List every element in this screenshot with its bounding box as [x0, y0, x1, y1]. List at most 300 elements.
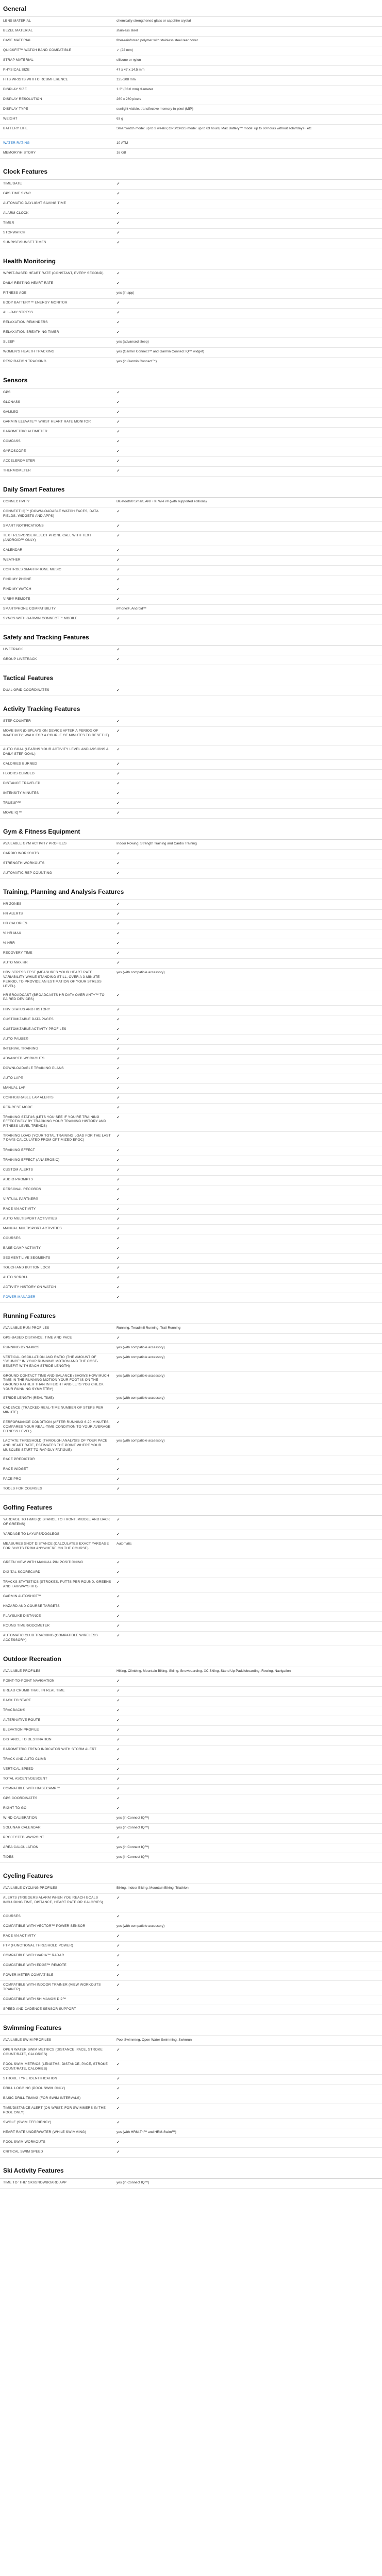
spec-row	[0, 1922, 382, 1932]
spec-row	[0, 1775, 382, 1785]
spec-label: BASE CAMP ACTIVITY	[3, 1246, 41, 1250]
checkmark-icon: ✓	[117, 871, 120, 875]
spec-section	[0, 819, 382, 879]
spec-label: COMPATIBLE WITH VECTOR™ POWER SENSOR	[3, 1924, 86, 1928]
spec-row	[0, 1104, 382, 1113]
spec-label: CUSTOMIZABLE DATA PAGES	[3, 1017, 54, 1021]
spec-label: DUAL GRID COORDINATES	[3, 688, 49, 692]
checkmark-icon: ✓	[117, 2062, 120, 2067]
spec-label: AVAILABLE RUN PROFILES	[3, 1326, 49, 1330]
checkmark-icon: ✓	[117, 2120, 120, 2125]
spec-label: FITS WRISTS WITH CIRCUMFERENCE	[3, 78, 69, 81]
checkmark-icon: ✓	[117, 390, 120, 395]
checkmark-icon: ✓	[117, 1767, 120, 1772]
spec-row	[0, 437, 382, 447]
spec-section	[0, 367, 382, 477]
spec-row	[0, 920, 382, 929]
spec-row	[0, 949, 382, 959]
checkmark-icon: ✓	[117, 728, 120, 733]
spec-row	[0, 1971, 382, 1981]
spec-label: DISPLAY SIZE	[3, 88, 27, 91]
spec-row	[0, 37, 382, 46]
checkmark-icon: ✓	[117, 2086, 120, 2091]
spec-row	[0, 428, 382, 437]
spec-value: yes (in Connect IQ™)	[117, 2181, 150, 2185]
spec-label: GPS COORDINATES	[3, 1797, 38, 1801]
spec-label: MOVE IQ™	[3, 811, 22, 815]
checkmark-icon: ✓	[117, 616, 120, 621]
spec-label: SLEEP	[3, 340, 15, 344]
spec-row	[0, 1015, 382, 1025]
checkmark-icon: ✓	[117, 1580, 120, 1585]
spec-value: yes (with compatible accessory)	[117, 1355, 165, 1359]
checkmark-icon: ✓	[117, 1718, 120, 1723]
spec-label: STOPWATCH	[3, 231, 26, 234]
checkmark-icon: ✓	[117, 240, 120, 245]
spec-label: CRITICAL SWIM SPEED	[3, 2150, 43, 2154]
checkmark-icon: ✓	[117, 801, 120, 805]
checkmark-icon: ✓	[117, 281, 120, 285]
checkmark-icon: ✓	[117, 851, 120, 856]
spec-row	[0, 1334, 382, 1344]
section-title: Health Monitoring	[0, 248, 382, 269]
checkmark-icon: ✓	[117, 688, 120, 692]
spec-label: CONNECTIVITY	[3, 500, 30, 503]
section-title: Ski Activity Features	[0, 2158, 382, 2179]
spec-label: PER-REST MODE	[3, 1105, 33, 1109]
checkmark-icon: ✓	[117, 781, 120, 786]
spec-row	[0, 595, 382, 605]
spec-label: PERSONAL RECORDS	[3, 1187, 41, 1191]
spec-row	[0, 2005, 382, 2015]
spec-section	[0, 1646, 382, 1863]
spec-section	[0, 2015, 382, 2158]
checkmark-icon: ✓	[117, 597, 120, 601]
spec-label: AUTO PAUSE®	[3, 1037, 28, 1041]
checkmark-icon: ✓	[117, 861, 120, 866]
checkmark-icon: ✓	[117, 771, 120, 776]
spec-row	[0, 66, 382, 76]
spec-label: AUTOMATIC CLUB TRACKING (COMPATIBLE WIRELESS ACCESSORY)	[3, 1634, 98, 1642]
checkmark-icon: ✓	[117, 2007, 120, 2012]
spec-label: SPEED AND CADENCE SENSOR SUPPORT	[3, 2007, 76, 2011]
spec-row	[0, 149, 382, 159]
spec-label: LACTATE THRESHOLD (THROUGH ANALYSIS OF YOUR PACE AND HEART RATE, ESTIMATES THE POINT WHERE YOUR MUSCLES START TO RAPIDLY FATIGUE)	[3, 1439, 108, 1452]
spec-row	[0, 1981, 382, 1995]
checkmark-icon: ✓	[117, 1065, 120, 1071]
spec-section	[0, 248, 382, 367]
spec-label: TRACK AND AUTO CLIMB	[3, 1757, 46, 1761]
checkmark-icon: ✓	[117, 2140, 120, 2145]
spec-row	[0, 532, 382, 546]
spec-label: HEART RATE UNDERWATER (WHILE SWIMMING)	[3, 2130, 86, 2134]
checkmark-icon: ✓	[117, 1226, 120, 1231]
spec-label: THERMOMETER	[3, 469, 31, 472]
checkmark-icon: ✓	[117, 320, 120, 325]
spec-row	[0, 727, 382, 745]
spec-row	[0, 2128, 382, 2138]
spec-row	[0, 1006, 382, 1015]
checkmark-icon: ✓	[117, 791, 120, 795]
spec-row	[0, 2148, 382, 2158]
spec-row	[0, 770, 382, 779]
spec-row	[0, 1485, 382, 1495]
spec-label: TIME TO 'THE' SKI/SNOWBOARD APP	[3, 2181, 67, 2185]
spec-label: POWER METER COMPATIBLE	[3, 1973, 54, 1977]
spec-row	[0, 1932, 382, 1942]
spec-label: AUTO MULTISPORT ACTIVITIES	[3, 1216, 57, 1221]
spec-label: RELAXATION BREATHING TIMER	[3, 330, 59, 334]
section-title: Golfing Features	[0, 1495, 382, 1516]
spec-label: YARDAGE TO LAYUPS/DOGLEGS	[3, 1532, 60, 1536]
spec-row	[0, 447, 382, 457]
spec-label: BAROMETRIC TREND INDICATOR WITH STORM ALERT	[3, 1748, 97, 1752]
checkmark-icon: ✓	[117, 1467, 120, 1472]
spec-label: TIME/DATE	[3, 182, 22, 185]
spec-value: iPhone®, Android™	[117, 607, 147, 611]
spec-label: TRUEUP™	[3, 801, 22, 805]
checkmark-icon: ✓	[117, 1075, 120, 1080]
spec-label: WRIST-BASED HEART RATE (CONSTANT, EVERY SECOND)	[3, 272, 104, 275]
checkmark-icon: ✓	[117, 1335, 120, 1340]
spec-row	[0, 809, 382, 819]
spec-label: AUTO GOAL (LEARNS YOUR ACTIVITY LEVEL AND ASSIGNS A DAILY STEP GOAL)	[3, 748, 109, 756]
spec-row	[0, 76, 382, 86]
spec-value: Hiking, Climbing, Mountain Biking, Skiing, Snowboarding, XC Skiing, Stand Up Paddleboarding, Rowing, Navigation	[117, 1669, 291, 1673]
spec-label: RECOVERY TIME	[3, 951, 32, 955]
spec-row	[0, 1166, 382, 1176]
spec-row	[0, 2179, 382, 2189]
spec-row	[0, 546, 382, 556]
checkmark-icon: ✓	[117, 1275, 120, 1280]
spec-label: AVAILABLE SWIM PROFILES	[3, 2038, 52, 2042]
spec-label: CONFIGURABLE LAP ALERTS	[3, 1095, 54, 1099]
spec-label: MEASURES SHOT DISTANCE (CALCULATES EXACT YARDAGE FOR SHOTS FROM ANYWHERE ON THE COURSE)	[3, 1542, 109, 1551]
spec-label: FTP (FUNCTIONAL THRESHOLD POWER)	[3, 1944, 73, 1948]
spec-label: RACE AN ACTIVITY	[3, 1934, 36, 1938]
spec-row	[0, 1794, 382, 1804]
checkmark-icon: ✓	[117, 330, 120, 334]
checkmark-icon: ✓	[117, 1026, 120, 1031]
spec-row	[0, 115, 382, 125]
spec-label: VIRTUAL PARTNER®	[3, 1197, 39, 1201]
checkmark-icon: ✓	[117, 181, 120, 186]
spec-label: TIDES	[3, 1855, 14, 1859]
spec-label-link[interactable]: POWER MANAGER	[3, 1295, 36, 1299]
checkmark-icon: ✓	[117, 1963, 120, 1968]
spec-row	[0, 1961, 382, 1971]
spec-label: BREAD CRUMB TRAIL IN REAL TIME	[3, 1689, 65, 1693]
spec-row	[0, 1824, 382, 1834]
spec-label: POINT-TO-POINT NAVIGATION	[3, 1679, 55, 1683]
spec-row	[0, 105, 382, 115]
spec-label: ACTIVITY HISTORY ON WATCH	[3, 1285, 56, 1289]
spec-label: TEXT RESPONSE/REJECT PHONE CALL WITH TEXT (ANDROID™ ONLY)	[3, 534, 92, 542]
spec-row	[0, 1697, 382, 1706]
spec-label: CADENCE (TRACKED REAL-TIME NUMBER OF STEPS PER MINUTE)	[3, 1406, 104, 1415]
spec-value: yes (in app)	[117, 291, 135, 295]
checkmark-icon: ✓	[117, 221, 120, 225]
checkmark-icon: ✓	[117, 657, 120, 662]
spec-label: SUNRISE/SUNSET TIMES	[3, 241, 46, 244]
spec-label: MEMORY/HISTORY	[3, 151, 36, 155]
spec-label: TIMER	[3, 221, 14, 225]
spec-label: COMPATIBLE WITH SHIMANO® DI2™	[3, 1997, 67, 2002]
checkmark-icon: ✓	[117, 1036, 120, 1041]
spec-label: GLONASS	[3, 400, 21, 404]
spec-value: 47 x 47 x 14.5 mm	[117, 68, 145, 72]
spec-label: PERFORMANCE CONDITION (AFTER RUNNING 6-20 MINUTES, COMPARES YOUR REAL-TIME CONDITION TO YOUR AVERAGE FITNESS LEVEL)	[3, 1420, 111, 1433]
spec-row	[0, 1475, 382, 1485]
spec-value: silicone or nylon	[117, 58, 141, 62]
section-title: Sensors	[0, 367, 382, 388]
spec-row	[0, 139, 382, 149]
spec-row	[0, 279, 382, 289]
spec-label: AUTOMATIC REP COUNTING	[3, 871, 52, 875]
checkmark-icon: ✓	[117, 1835, 120, 1840]
spec-label: SEGMENT LIVE SEGMENTS	[3, 1256, 51, 1260]
section-title: Training, Planning and Analysis Features	[0, 879, 382, 900]
spec-row	[0, 1706, 382, 1716]
spec-row	[0, 1113, 382, 1132]
spec-label: TOTAL ASCENT/DESCENT	[3, 1777, 47, 1781]
section-title: Tactical Features	[0, 665, 382, 686]
checkmark-icon: ✓	[117, 911, 120, 916]
spec-label: CUSTOMIZABLE ACTIVITY PROFILES	[3, 1027, 67, 1031]
checkmark-icon: ✓	[117, 211, 120, 215]
spec-label: ROUND TIMER/ODOMETER	[3, 1624, 50, 1628]
spec-row	[0, 1234, 382, 1244]
spec-label: CUSTOM ALERTS	[3, 1167, 34, 1172]
checkmark-icon: ✓	[117, 1196, 120, 1201]
spec-row	[0, 779, 382, 789]
spec-row	[0, 1687, 382, 1697]
spec-row	[0, 789, 382, 799]
spec-label: PACE PRO	[3, 1477, 22, 1481]
spec-label: DOWNLOADABLE TRAINING PLANS	[3, 1066, 64, 1070]
spec-row	[0, 467, 382, 477]
spec-label: GYROSCOPE	[3, 449, 26, 453]
spec-label: MANUAL MULTISPORT ACTIVITIES	[3, 1226, 62, 1230]
checkmark-icon: ✓	[117, 1046, 120, 1051]
spec-label: SOLUNAR CALENDAR	[3, 1826, 41, 1830]
spec-section	[0, 879, 382, 1303]
spec-label: WEIGHT	[3, 117, 18, 121]
spec-row	[0, 1324, 382, 1334]
spec-label: SMARTPHONE COMPATIBILITY	[3, 607, 56, 611]
spec-label: HR ZONES	[3, 902, 22, 906]
spec-row	[0, 1074, 382, 1084]
spec-row	[0, 566, 382, 575]
spec-row	[0, 180, 382, 190]
spec-row	[0, 1814, 382, 1824]
checkmark-icon: ✓	[117, 1405, 120, 1411]
spec-label-link[interactable]: WATER RATING	[3, 141, 30, 145]
spec-row	[0, 17, 382, 27]
spec-label: CONNECT IQ™ (DOWNLOADABLE WATCH FACES, DATA FIELDS, WIDGETS AND APPS)	[3, 510, 98, 518]
spec-label: HRV STATUS AND HISTORY	[3, 1007, 51, 1011]
spec-label: GARMIN AUTOSHOT™	[3, 1595, 42, 1599]
spec-row	[0, 498, 382, 507]
spec-label: HR CALORIES	[3, 922, 27, 925]
spec-label: AUTOMATIC DAYLIGHT SAVING TIME	[3, 201, 67, 205]
spec-section	[0, 477, 382, 624]
checkmark-icon: ✓	[117, 1973, 120, 1978]
spec-label: TRACKS STATISTICS (STROKES, PUTTS PER ROUND, GREENS AND FAIRWAYS HIT)	[3, 1580, 111, 1589]
checkmark-icon: ✓	[117, 429, 120, 434]
spec-value: sunlight-visible, transflective memory-in-pixel (MIP)	[117, 107, 193, 111]
spec-section	[0, 665, 382, 696]
spec-row	[0, 318, 382, 328]
spec-row	[0, 398, 382, 408]
spec-row	[0, 125, 382, 139]
checkmark-icon: ✓	[117, 2096, 120, 2101]
spec-row	[0, 299, 382, 309]
spec-row	[0, 1843, 382, 1853]
spec-row	[0, 1853, 382, 1863]
spec-label: CONTROLS SMARTPHONE MUSIC	[3, 568, 61, 571]
spec-label: FIND MY PHONE	[3, 578, 31, 581]
checkmark-icon: ✓	[117, 230, 120, 235]
spec-section	[0, 1495, 382, 1646]
checkmark-icon: ✓	[117, 761, 120, 766]
spec-row	[0, 1244, 382, 1254]
section-title: Outdoor Recreation	[0, 1646, 382, 1667]
checkmark-icon: ✓	[117, 941, 120, 945]
spec-label: INTERVAL TRAINING	[3, 1046, 39, 1050]
spec-label: WIND CALIBRATION	[3, 1816, 38, 1820]
spec-section	[0, 696, 382, 819]
spec-row	[0, 338, 382, 348]
spec-label: % HRR	[3, 941, 15, 945]
spec-row	[0, 686, 382, 696]
checkmark-icon: ✓	[117, 1679, 120, 1684]
spec-label: TRACBACK®	[3, 1708, 25, 1713]
checkmark-icon: ✓	[117, 921, 120, 926]
spec-value: yes (in Connect IQ™)	[117, 1816, 150, 1820]
spec-label: AUTO LAP®	[3, 1076, 24, 1080]
spec-value: yes (with HRM-Tri™ and HRM-Swim™)	[117, 2130, 176, 2134]
spec-label: AVAILABLE PROFILES	[3, 1669, 41, 1673]
spec-label: ALARM CLOCK	[3, 211, 29, 215]
spec-label: AREA CALCULATION	[3, 1845, 39, 1850]
spec-label: GREEN VIEW WITH MANUAL PIN POSITIONING	[3, 1561, 84, 1565]
checkmark-icon: ✓	[117, 1486, 120, 1492]
spec-label: TIME/DISTANCE ALERT (ON WRIST, FOR SWIMMERS IN THE POOL ONLY)	[3, 2106, 106, 2115]
spec-value: yes (in Connect IQ™)	[117, 1855, 150, 1859]
spec-value: 1.3" (33.0 mm) diameter	[117, 88, 153, 91]
spec-value: Automatic	[117, 1542, 132, 1546]
spec-row	[0, 969, 382, 991]
spec-section	[0, 4, 382, 159]
spec-row	[0, 1035, 382, 1045]
spec-label: VERTICAL SPEED	[3, 1767, 34, 1771]
spec-row	[0, 199, 382, 209]
checkmark-icon: ✓	[117, 719, 120, 723]
section-title: Daily Smart Features	[0, 477, 382, 498]
spec-value: fiber-reinforced polymer with stainless steel rear cover	[117, 39, 198, 42]
spec-value: chemically strengthened glass or sapphire crystal	[117, 19, 191, 23]
spec-label: HRV STRESS TEST (MEASURES YOUR HEART RATE VARIABILITY WHILE STANDING STILL, OVER A 3-MINUTE PERIOD, TO PROVIDE AN ESTIMATION OF YOUR STRESS LEVEL)	[3, 971, 102, 988]
checkmark-icon: ✓	[117, 2149, 120, 2155]
spec-label: PHYSICAL SIZE	[3, 68, 30, 72]
checkmark-icon: ✓	[117, 201, 120, 206]
spec-label: ALERTS (TRIGGERS ALARM WHEN YOU REACH GOALS INCLUDING TIME, DISTANCE, HEART RATE OR CALORIES)	[3, 1896, 103, 1905]
checkmark-icon: ✓	[117, 2106, 120, 2111]
spec-row	[0, 1612, 382, 1622]
spec-value: yes (in Connect IQ™)	[117, 1826, 150, 1830]
checkmark-icon: ✓	[117, 1953, 120, 1958]
spec-label: LENS MATERIAL	[3, 19, 31, 23]
spec-row	[0, 1132, 382, 1146]
spec-row	[0, 1530, 382, 1540]
spec-value: yes (with compatible accessory)	[117, 1374, 165, 1378]
checkmark-icon: ✓	[117, 1085, 120, 1090]
spec-row	[0, 2046, 382, 2060]
checkmark-icon: ✓	[117, 1698, 120, 1703]
checkmark-icon: ✓	[117, 1420, 120, 1425]
spec-label: YARDAGE TO F/M/B (DISTANCE TO FRONT, MIDDLE AND BACK OF GREENS)	[3, 1518, 110, 1527]
spec-row	[0, 388, 382, 398]
spec-row	[0, 1785, 382, 1794]
checkmark-icon: ✓	[117, 1167, 120, 1172]
spec-label: MANUAL LAP	[3, 1086, 26, 1090]
spec-row	[0, 655, 382, 665]
spec-row	[0, 939, 382, 949]
spec-label: STEP COUNTER	[3, 719, 31, 723]
checkmark-icon: ✓	[117, 468, 120, 473]
checkmark-icon: ✓	[117, 1786, 120, 1791]
spec-value: yes (with compatible accessory)	[117, 1345, 165, 1349]
spec-value: yes (in Garmin Connect™)	[117, 360, 157, 363]
spec-label: GPS TIME SYNC	[3, 192, 31, 195]
spec-label: GROUND CONTACT TIME AND BALANCE (SHOWS HOW MUCH TIME IN THE RUNNING MOTION YOUR FOOT IS ON THE GROUND RATHER THAN IN FLIGHT AND LETS YOU CHECK YOUR RUNNING SYMMETRY)	[3, 1374, 109, 1392]
spec-value: Biking, Indoor Biking, Mountain Biking, Triathlon	[117, 1886, 189, 1890]
spec-row	[0, 1264, 382, 1274]
spec-row	[0, 605, 382, 615]
checkmark-icon: ✓	[117, 557, 120, 562]
checkmark-icon: ✓	[117, 1206, 120, 1211]
spec-row	[0, 1344, 382, 1353]
spec-value: Pool Swimming, Open Water Swimming, Swimrun	[117, 2038, 192, 2042]
spec-label: SWOLF (SWIM EFFICIENCY)	[3, 2121, 52, 2125]
spec-row	[0, 1667, 382, 1677]
spec-label: RACE WIDGET	[3, 1467, 28, 1471]
spec-row	[0, 1834, 382, 1843]
spec-label: CALENDAR	[3, 548, 23, 552]
spec-label: % HR MAX	[3, 931, 21, 935]
spec-row	[0, 1293, 382, 1303]
spec-label: GPS-BASED DISTANCE, TIME AND PACE	[3, 1335, 72, 1340]
spec-row	[0, 1215, 382, 1225]
spec-row	[0, 190, 382, 199]
spec-row	[0, 2104, 382, 2119]
spec-label: COMPASS	[3, 439, 21, 443]
spec-row	[0, 1912, 382, 1922]
spec-label: VIRB® REMOTE	[3, 597, 30, 601]
spec-label: PLAYSLIKE DISTANCE	[3, 1614, 41, 1618]
spec-row	[0, 1765, 382, 1775]
spec-label: BAROMETRIC ALTIMETER	[3, 430, 47, 433]
checkmark-icon: ✓	[117, 300, 120, 305]
spec-row	[0, 1568, 382, 1578]
section-title: Clock Features	[0, 159, 382, 180]
checkmark-icon: ✓	[117, 931, 120, 936]
spec-row	[0, 717, 382, 727]
spec-row	[0, 1745, 382, 1755]
checkmark-icon: ✓	[117, 191, 120, 196]
checkmark-icon: ✓	[117, 992, 120, 997]
